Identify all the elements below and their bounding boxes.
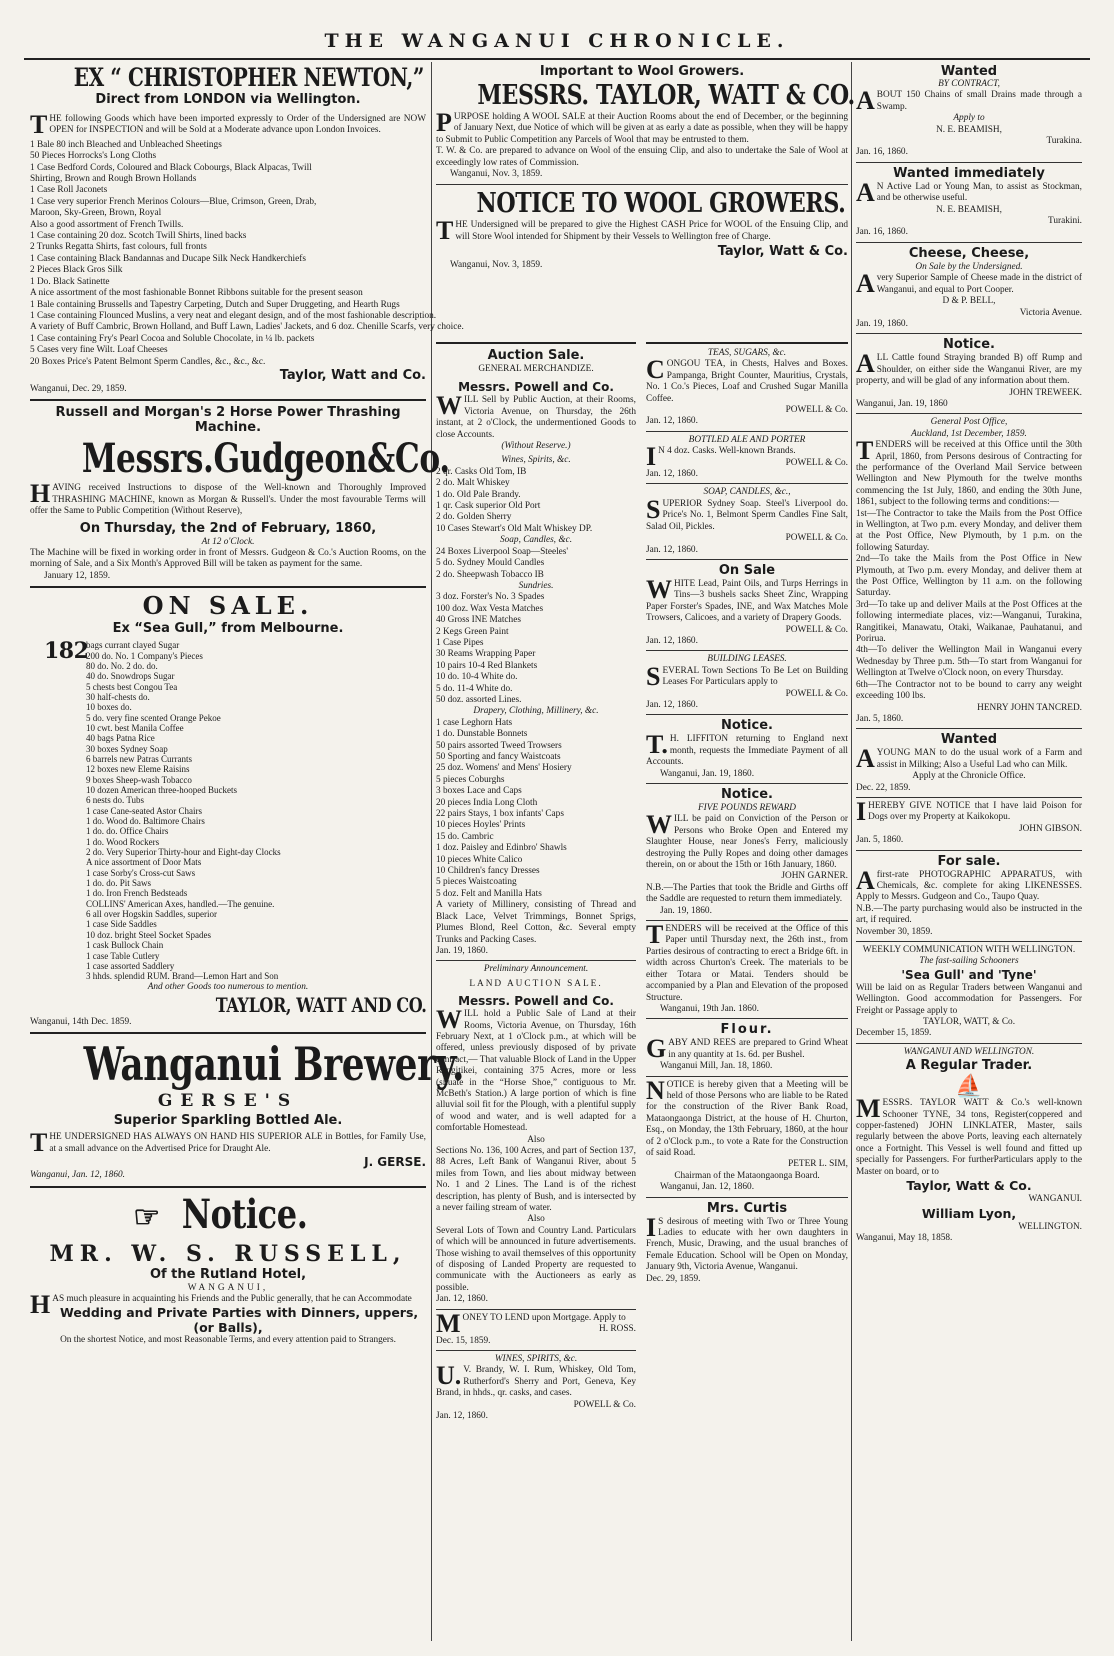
column-2-right	[646, 342, 848, 1642]
post-office-term: 2nd—To take the Mails from the Post Office in New Plymouth, at Two p.m. every Monday, and deliver them at the Post Office, Wellington by 11 a.m. on the following Saturday.	[856, 554, 1082, 599]
land-date: Jan. 12, 1860.	[436, 1294, 488, 1305]
sailing-ship-icon: ⛵	[955, 1073, 983, 1099]
onsale-item: 40 do. Snowdrops Sugar	[86, 671, 175, 682]
cheese-date: Jan. 19, 1860.	[856, 318, 908, 329]
onsale-item: 1 do. Wood do. Baltimore Chairs	[86, 816, 205, 827]
gudgeon-title: Messrs.Gudgeon&Co.	[81, 435, 450, 483]
cheese-place: Victoria Avenue.	[1019, 307, 1082, 318]
onsale-item: 1 do. do. Pit Saws	[86, 878, 152, 889]
meeting-body: NOTICE is hereby given that a Meeting will be held of those Persons who are liable to be Rated for the construction of the River Bank Road, Mataongaonga District, at the house of H. Churton, Esq., on Monday, the 13th February, 1860, at the hour of 2 o'Clock p.m., to vote a Rate for the Construction of said Road.	[646, 1075, 848, 1158]
ad-gudgeon-thrashing	[30, 405, 450, 582]
money-signature: H. ROSS.	[599, 1324, 636, 1335]
ad-wanganui-brewery	[30, 1037, 465, 1181]
column-rule-2	[851, 62, 852, 1641]
newton-item: 1 Case containing Black Bandannas and Ducape Silk Neck Handkerchiefs	[30, 253, 306, 264]
post-office-term: 4th—To deliver the Wellington Mail in Wanganui every Wednesday by Three p.m. 5th—To start from Wanganui for Wellington at Twelve o'Clock noon, on every Thursday.	[856, 645, 1082, 679]
w3-apply: Apply at the Chronicle Office.	[912, 771, 1026, 782]
onsale2-signature: POWELL & Co.	[785, 624, 848, 635]
bridge-tenders-date: Wanganui, 19th Jan. 1860.	[660, 1003, 759, 1014]
ale-signature: POWELL & Co.	[785, 457, 848, 468]
trader-place-2: WELLINGTON.	[1018, 1221, 1082, 1232]
teas-date: Jan. 12, 1860.	[646, 416, 698, 427]
onsale2-date: Jan. 12, 1860.	[646, 635, 698, 646]
drapery-item: 5 pieces Coburghs	[436, 774, 505, 785]
drapery-item: 50 Sporting and fancy Waistcoats	[436, 752, 561, 762]
newton-item: 1 Bale 80 inch Bleached and Unbleached Sheetings	[30, 139, 222, 150]
sundry-item: 1 Case Pipes	[436, 637, 484, 648]
newton-subtitle: Direct from LONDON via Wellington.	[95, 92, 361, 107]
gudgeon-sale-time: At 12 o'Clock.	[201, 536, 255, 547]
trader-heading: WANGANUI AND WELLINGTON.	[903, 1046, 1035, 1057]
onsale-more: And other Goods too numerous to mention.	[147, 981, 309, 992]
building-date: Jan. 12, 1860.	[646, 699, 698, 710]
wine-item: 2 qr. Casks Old Tom, IB	[436, 466, 527, 477]
forsale-body: Afirst-rate PHOTOGRAPHIC APPARATUS, with Chemicals, &c. complete for aking LIKENESSES. Apply to Messrs. Gudgeon and Co., Taupo Quay.	[856, 865, 1082, 903]
onsale-item: bags currant clayed Sugar	[86, 640, 180, 651]
wines2-date: Jan. 12, 1860.	[436, 1410, 488, 1421]
onsale-item: 1 do. do. Office Chairs	[86, 826, 169, 837]
wool-title: MESSRS. TAYLOR, WATT & CO.	[477, 80, 855, 111]
newton-signature: Taylor, Watt and Co.	[279, 367, 426, 383]
drapery-list	[436, 718, 636, 901]
notice-wool-title: NOTICE TO WOOL GROWERS.	[476, 188, 846, 220]
notice-title: Notice.	[181, 1190, 308, 1238]
weekly-heading: WEEKLY COMMUNICATION WITH WELLINGTON.	[862, 945, 1076, 955]
powell-body: WILL Sell by Public Auction, at their Rooms, Victoria Avenue, on Thursday, the 26th instant, at 2 o'Clock, the undermentioned Goods to close Accounts.	[436, 391, 636, 440]
bridge-tenders-body: TENDERS will be received at the Office of this Paper until Thursday next, the 26th inst., from Parties desirous of contracting to erect a Bridge 6ft. in width across Churton's Creek. The materials to be either Totara or Matai. Tenders should be accompanied by a Plan and Elevation of the proposed Structure.	[646, 920, 848, 1003]
w1-title: Wanted	[940, 64, 998, 79]
onsale-item: 10 dozen American three-hooped Buckets	[86, 785, 237, 795]
ad-on-sale-sea-gull	[30, 592, 426, 1028]
w1-place: Turakina.	[1046, 136, 1082, 147]
sundries-heading: Sundries.	[518, 580, 554, 591]
onsale-item: 1 case Side Saddles	[86, 919, 157, 930]
newton-title: EX “ CHRISTOPHER NEWTON,”	[73, 63, 425, 92]
brewery-title: Wanganui Brewery.	[83, 1037, 465, 1092]
ad-wool-sale	[436, 64, 855, 180]
onsale-item: COLLINS' American Axes, handled.—The genuine.	[86, 898, 275, 909]
newton-item: Shirting, Brown and Rough Brown Hollands	[30, 174, 197, 185]
curtis-date: Dec. 29, 1859.	[646, 1273, 701, 1284]
reward-heading: FIVE POUNDS REWARD	[698, 803, 796, 813]
teas-signature: POWELL & Co.	[785, 405, 848, 416]
weekly-body: Will be laid on as Regular Traders between Wanganui and Wellington. Good accommodation for Passengers. For Freight or Passage apply to	[856, 982, 1082, 1016]
cattle-notice-date: Wanganui, Jan. 19, 1860	[856, 398, 948, 409]
onsale-number: 182	[44, 638, 89, 665]
ale-body: IN 4 doz. Casks. Well-known Brands.	[646, 442, 796, 472]
weekly-title: 'Sea Gull' and 'Tyne'	[901, 967, 1037, 982]
gerse-date: Wanganui, Jan. 12, 1860.	[30, 1170, 125, 1181]
newton-item: 1 Case Roll Jaconets	[30, 185, 108, 196]
onsale-item: 10 doz. bright Steel Socket Spades	[86, 929, 211, 940]
wines-heading: Wines, Spirits, &c.	[501, 455, 571, 466]
sundry-item: 100 doz. Wax Vesta Matches	[436, 603, 544, 614]
w2-place: Turakini.	[1047, 216, 1082, 227]
w2-body: AN Active Lad or Young Man, to assist as Stockman, and be otherwise useful.	[856, 177, 1082, 207]
powell-date: Jan. 19, 1860.	[436, 945, 488, 956]
wines2-heading: WINES, SPIRITS, &c.	[494, 1353, 578, 1364]
trader-date: Wanganui, May 18, 1858.	[856, 1232, 953, 1243]
cattle-notice-signature: JOHN TREWEEK.	[1009, 387, 1082, 398]
liffiton-notice-title: Notice.	[721, 718, 773, 734]
land-body-3: Several Lots of Town and Country Land. Particulars of which will be announced in future advertisements. Those wishing to avail themselves of this opportunity of disposing of Landed Property are requested to communicate with the Auctioneers as early as possible.	[436, 1225, 636, 1293]
liffiton-date: Wanganui, Jan. 19, 1860.	[660, 768, 755, 779]
onsale-subtitle: Ex “Sea Gull,” from Melbourne.	[112, 621, 344, 637]
onsale-item: 80 do. No. 2 do. do.	[86, 660, 158, 671]
auction-title: Auction Sale.	[487, 348, 585, 363]
w3-title: Wanted	[940, 732, 998, 748]
soap2-heading: SOAP, CANDLES, &c.,	[703, 487, 791, 498]
gerse-name: GERSE'S	[157, 1091, 299, 1112]
land-body-2: Sections No. 136, 100 Acres, and part of Section 137, 88 Acres, Left Bank of Wanganui River, about 5 miles from Town, and lies about midway between No. 1 and 2 Lines. The Land is of the richest description, has plenty of Bush, and is intersected by a never failing stream of water.	[436, 1146, 636, 1214]
onsale-item: 10 boxes do.	[86, 702, 132, 713]
drapery-item: 3 boxes Lace and Caps	[436, 786, 522, 797]
building-body: SEVERAL Town Sections To Be Let on Building Leases For Particulars apply to	[646, 661, 848, 691]
land-heading: LAND AUCTION SALE.	[469, 978, 603, 989]
drapery-heading: Drapery, Clothing, Millinery, &c.	[473, 706, 599, 717]
newton-item: 20 Boxes Price's Patent Belmont Sperm Candles, &c., &c., &c.	[30, 356, 266, 367]
drapery-item: 1 do. Dunstable Bonnets	[436, 729, 528, 740]
soap2-date: Jan. 12, 1860.	[646, 544, 698, 555]
drapery-item: 10 Children's fancy Dresses	[436, 866, 540, 877]
onsale-item: 12 boxes new Eleme Raisins	[86, 764, 190, 775]
soap-item: 2 do. Sheepwash Tobacco IB	[436, 569, 544, 580]
w3-date: Dec. 22, 1859.	[856, 782, 911, 793]
onsale2-title: On Sale	[718, 562, 776, 578]
cattle-notice-body: ALL Cattle found Straying branded B) off Rump and Shoulder, on either side the Wanganui River, are my property, and will be glad of any information about them.	[856, 349, 1082, 387]
gibson-body: IHEREBY GIVE NOTICE that I have laid Poison for Dogs over my Property at Kaikokopu.	[856, 796, 1082, 826]
wool-date: Wanganui, Nov. 3, 1859.	[450, 169, 543, 180]
money-body: MONEY TO LEND upon Mortgage. Apply to	[436, 1308, 626, 1338]
thrashing-title: Russell and Morgan's 2 Horse Power Thrashing Machine.	[55, 405, 401, 436]
w1-apply: Apply to	[953, 113, 985, 124]
onsale-item: 6 barrels new Patras Currants	[86, 753, 192, 764]
drapery-item: 10 pieces White Calico	[436, 854, 523, 865]
w2-signature: N. E. BEAMISH,	[936, 204, 1002, 215]
w2-title: Wanted immediately	[893, 165, 1045, 181]
newton-item: 5 Cases very fine Wilt. Loaf Cheeses	[30, 345, 168, 356]
onsale-item: 200 do. No. 1 Company's Pieces	[86, 650, 203, 661]
newton-item: A variety of Buff Cambric, Brown Holland, and Buff Lawn, Ladies' Jackets, and 6 doz. Chenille Scarfs, very choice.	[30, 322, 464, 333]
post-office-body: TENDERS will be received at this Office until the 30th April, 1860, from Persons desirous of Contracting for the performance of the Overland Mail Service between Wellington and New Plymouth for the twelve months commencing the 1st July, 1860, and ending the 30th June, 1861, subject to the following terms and conditions:—	[856, 436, 1082, 508]
onsale-title: ON SALE.	[142, 591, 314, 621]
wool-body: PURPOSE holding A WOOL SALE at their Auction Rooms about the end of December, or the beginning of January Next, due Notice of which will be given at as early a date as possible, when they will be happy to Submit to Public Competition any Parcels of Wool that may be entrusted to them.	[436, 108, 848, 145]
onsale-item: 10 cwt. best Manila Coffee	[86, 722, 184, 733]
teas-body: CONGOU TEA, in Chests, Halves and Boxes. Pampanga, Bright Counter, Mauritius, Crystals, No. 1 Co.'s Pieces, Loaf and Crushed Sugar Manilla Coffee.	[646, 355, 848, 404]
liffiton-body: T.H. LIFFITON returning to England next month, requests the Immediate Payment of all Accounts.	[646, 730, 848, 768]
wool-heading: Important to Wool Growers.	[539, 64, 745, 79]
newton-item: 1 Case containing Flounced Muslins, a very neat and elegant design, and of the most fashionable description.	[30, 310, 437, 321]
wine-item: 2 do. Malt Whiskey	[436, 478, 510, 489]
ale-heading: BOTTLED ALE AND PORTER	[688, 434, 806, 445]
reward-date: Jan. 19, 1860.	[660, 905, 712, 916]
land-title: Messrs. Powell and Co.	[458, 994, 614, 1009]
post-office-term: 1st—The Contractor to take the Mails from the Post Office in Wellington, at Two p.m. every Monday, and deliver them at the Post Office, New Plymouth, by 1 p.m. on the following Saturday.	[856, 508, 1082, 553]
reward-body: WILL be paid on Conviction of the Person or Persons who Broke Open and Entered my Slaughter House, near Jones's Ferry, maliciously destroying the Pully Ropes and doing other damages therein, on or about the 15th or 16th January, 1860.	[646, 810, 848, 871]
building-heading: BUILDING LEASES.	[707, 654, 787, 665]
newton-item: 1 Bale containing Brussells and Tapestry Carpeting, Dutch and Super Druggeting, and Hearth Rugs	[30, 299, 400, 310]
post-office-term: 3rd—To take up and deliver Mails at the Post Offices at the following intermediate places, viz:—Wanganui, Turakina, Rangitikei, Manawatu, Otaki, Waikanae, Pauhatanui, and Porirua.	[856, 599, 1082, 645]
onsale-item: 1 case Table Cutlery	[86, 950, 160, 961]
forsale-title: For sale.	[937, 853, 1001, 869]
column-2	[436, 64, 855, 1644]
soap-item: 24 Boxes Liverpool Soap—Steeles'	[436, 546, 569, 557]
sundry-item: 30 Reams Wrapping Paper	[436, 649, 536, 660]
newton-item-list	[30, 139, 464, 368]
sundry-item: 10 pairs 10-4 Red Blankets	[436, 660, 538, 671]
wine-item: 10 Cases Stewart's Old Malt Whiskey DP.	[436, 523, 593, 534]
newton-item: 1 Do. Black Satinette	[30, 276, 110, 287]
onsale-item: 40 bags Patna Rice	[86, 733, 155, 744]
wool-body-2: T. W. & Co. are prepared to advance on Wool of the ensuing Clip, and also to undertake the Sale of Wool at exceedingly low rates of Commission.	[436, 146, 848, 168]
flour-title: Flour.	[720, 1022, 774, 1038]
gerse-signature: J. GERSE.	[364, 1155, 426, 1170]
newton-item: 2 Pieces Black Gros Silk	[30, 265, 123, 276]
drapery-item: 50 pairs assorted Tweed Trowsers	[436, 740, 562, 751]
onsale-item: 1 case Cane-seated Astor Chairs	[86, 805, 202, 816]
onsale-item: 1 case Sorby's Cross-cut Saws	[86, 867, 196, 878]
gibson-date: Jan. 5, 1860.	[856, 835, 904, 846]
newton-item: 50 Pieces Horrocks's Long Cloths	[30, 151, 157, 162]
wines2-signature: POWELL & Co.	[573, 1399, 636, 1410]
land-also-2: Also	[527, 1214, 545, 1225]
soap-heading: Soap, Candles, &c.	[499, 535, 573, 546]
onsale-item: 1 do. Wood Rockers	[86, 836, 160, 847]
reward-nb: N.B.—The Parties that took the Bridle and Girths off the Saddle are requested to return them immediately.	[646, 882, 848, 905]
drapery-item: 1 case Leghorn Hats	[436, 717, 513, 728]
powell-reserve: (Without Reserve.)	[501, 441, 571, 452]
onsale-signature: TAYLOR, WATT AND CO.	[215, 992, 426, 1017]
pointing-hand-icon: ☞	[133, 1199, 160, 1235]
flour-body: GABY AND REES are prepared to Grind Wheat in any quantity at 1s. 6d. per Bushel.	[646, 1034, 848, 1064]
newton-item: Maroon, Sky-Green, Brown, Royal	[30, 208, 162, 219]
post-office-term: 6th—The Contractor not to be bound to carry any weight exceeding 100 lbs.	[856, 679, 1082, 702]
onsale-item: 5 chests best Congou Tea	[86, 681, 178, 692]
onsale-item: 2 do. Very Superior Thirty-hour and Eight-day Clocks	[86, 847, 281, 858]
newton-item: 1 Case very superior French Merinos Colours—Blue, Crimson, Green, Drab,	[30, 196, 317, 207]
money-date: Dec. 15, 1859.	[436, 1335, 491, 1346]
powell-title: Messrs. Powell and Co.	[458, 380, 614, 395]
sundry-item: 5 do. 11-4 White do.	[436, 683, 513, 694]
russell-body: HAS much pleasure in acquainting his Friends and the Public generally, that he can Accommodate	[30, 1289, 412, 1319]
sundry-item: 2 Kegs Green Paint	[436, 626, 509, 637]
gibson-signature: JOHN GIBSON.	[1018, 823, 1082, 834]
reward-notice-title: Notice.	[721, 787, 773, 802]
ad-christopher-newton	[30, 63, 464, 395]
building-signature: POWELL & Co.	[785, 688, 848, 699]
soap-item: 5 do. Sydney Mould Candles	[436, 558, 545, 569]
newton-item: A nice assortment of the most fashionable Bonnet Ribbons suitable for the present season	[30, 288, 363, 299]
onsale-item: 30 boxes Sydney Soap	[86, 743, 168, 754]
notice-wool-date: Wanganui, Nov. 3, 1859.	[450, 260, 543, 271]
onsale-item: 6 nests do. Tubs	[86, 795, 145, 806]
prelim-announcement: Preliminary Announcement.	[483, 964, 589, 975]
ale-date: Jan. 12, 1860.	[646, 469, 698, 480]
sundry-item: 10 do. 10-4 White do.	[436, 672, 518, 683]
russell-parties: Wedding and Private Parties with Dinners, uppers, (or Balls),	[60, 1305, 419, 1336]
weekly-subtitle: The fast-sailing Schooners	[919, 956, 1019, 967]
land-also: Also	[527, 1134, 545, 1145]
russell-hotel: Of the Rutland Hotel,	[149, 1266, 307, 1282]
drapery-item: 25 doz. Womens' and Mens' Hosiery	[436, 763, 572, 774]
w2-date: Jan. 16, 1860.	[856, 227, 908, 238]
meeting-signature-2: Chairman of the Mataongaonga Board.	[674, 1170, 820, 1181]
cattle-notice-title: Notice.	[943, 337, 995, 353]
russell-name: MR. W. S. RUSSELL,	[49, 1240, 407, 1267]
newton-item: 2 Trunks Regatta Shirts, fast colours, full fronts	[30, 242, 207, 253]
wine-item: 1 do. Old Pale Brandy.	[436, 489, 521, 500]
ad-notice-wool-growers	[436, 188, 848, 271]
newton-item: 1 Case Bedford Cords, Coloured and Black Cobourgs, Black Alpacas, Twill	[30, 162, 312, 173]
column-rule-1	[431, 62, 432, 1641]
meeting-signature: PETER L. SIM,	[788, 1159, 848, 1170]
column-2-left	[436, 342, 636, 1642]
drapery-item: 22 pairs Stays, 1 box infants' Caps	[436, 809, 564, 820]
drapery-item: 5 doz. Felt and Manilla Hats	[436, 888, 542, 899]
onsale-item: 9 boxes Sheep-wash Tobacco	[86, 774, 192, 785]
drapery-item: 5 pieces Waistcoating	[436, 877, 517, 888]
trader-title: A Regular Trader.	[905, 1058, 1033, 1074]
drapery-item: 20 pieces India Long Cloth	[436, 797, 538, 808]
meeting-date: Wanganui, Jan. 12, 1860.	[660, 1182, 755, 1193]
w3-body: AYOUNG MAN to do the usual work of a Farm and assist in Milking; Also a Useful Lad who can Milk.	[856, 744, 1082, 774]
gudgeon-dated: January 12, 1859.	[44, 570, 111, 581]
trader-signature-2: William Lyon,	[921, 1205, 1017, 1221]
sundry-item: 40 Gross INE Matches	[436, 615, 521, 626]
flour-date: Wanganui Mill, Jan. 18, 1860.	[660, 1061, 773, 1072]
soap2-signature: POWELL & Co.	[785, 533, 848, 544]
sundry-item: 50 doz. assorted Lines.	[436, 694, 522, 705]
notice-wool-signature: Taylor, Watt & Co.	[717, 244, 848, 260]
reward-signature: JOHN GARNER.	[781, 871, 848, 882]
post-office-signature: HENRY JOHN TANCRED.	[977, 702, 1082, 713]
cheese-subtitle: On Sale by the Undersigned.	[915, 261, 1023, 272]
curtis-body: IS desirous of meeting with Two or Three Young Ladies to educate with her own daughters in French, Music, Drawing, and the usual branches of Female Education. School will be Open on Monday, January 9th, Victoria Avenue, Wanganui.	[646, 1212, 848, 1273]
curtis-title: Mrs. Curtis	[706, 1200, 788, 1216]
onsale-item: 6 all over Hogskin Saddles, superior	[86, 909, 217, 920]
w1-signature: N. E. BEAMISH,	[936, 124, 1002, 135]
cheese-title: Cheese, Cheese,	[908, 245, 1030, 261]
auction-subtitle: GENERAL MERCHANDIZE.	[478, 364, 594, 374]
drapery-item: 15 do. Cambric	[436, 831, 494, 842]
masthead-rule	[24, 58, 1090, 60]
forsale-date: November 30, 1859.	[856, 926, 933, 937]
trader-body: MESSRS. TAYLOR WATT & Co.'s well-known Schooner TYNE, 34 tons, Register(coppered and copper-fastened) JOHN LINKLATER, Master, sails regularly between the above Ports, leaving each alternately once a Fortnight. This Vessel is well found and fitted up specially for Passengers. For furtherParticulars apply to the Master on board, or to	[856, 1094, 1082, 1177]
gudgeon-body-2: The Machine will be fixed in working order in front of Messrs. Gudgeon & Co.'s Auction Rooms, on the morning of Sale, and a Six Month's Approved Bill will be taken as payment for the same.	[30, 547, 426, 570]
post-office-heading: General Post Office,	[930, 417, 1008, 428]
wine-item: 2 do. Golden Sherry	[436, 512, 512, 523]
trader-place: WANGANUI.	[1028, 1194, 1082, 1205]
onsale-item-list	[30, 640, 426, 981]
gudgeon-sale-date: On Thursday, the 2nd of February, 1860,	[79, 520, 377, 536]
gudgeon-body: HAVING received Instructions to dispose of the Well-known and Thoroughly Improved THRASHING MACHINE, known as Morgan & Russell's. Under the most favourable Terms will offer the Same to Public Competition (Without Reserve),	[30, 479, 426, 517]
onsale-item: 3 hhds. splendid RUM. Brand—Lemon Hart and Son	[86, 971, 279, 982]
onsale-item: 1 case assorted Saddlery	[86, 960, 175, 971]
newton-date: Wanganui, Dec. 29, 1859.	[30, 383, 127, 394]
gerse-subtitle: Superior Sparkling Bottled Ale.	[113, 1113, 343, 1129]
newton-item: Also a good assortment of French Twills.	[30, 219, 184, 230]
onsale-date: Wanganui, 14th Dec. 1859.	[30, 1016, 132, 1027]
soap-list	[436, 547, 636, 581]
wines-list	[436, 467, 636, 535]
wine-item: 1 qr. Cask superior Old Port	[436, 501, 541, 512]
forsale-nb: N.B.—The party purchasing would also be instructed in the art, if required.	[856, 903, 1082, 926]
weekly-date: December 15, 1859.	[856, 1028, 932, 1039]
w1-body: ABOUT 150 Chains of small Drains made through a Swamp.	[856, 86, 1082, 116]
ad-rutland-hotel	[30, 1192, 426, 1347]
russell-town: WANGANUI,	[187, 1282, 269, 1293]
onsale-item: 1 do. Iron French Bedsteads	[86, 888, 188, 899]
drapery-tail: A variety of Millinery, consisting of Thread and Black Lace, Velvet Trimmings, Bonnet Sprigs, Plumes Blond, Reel Cotton, &c. Several empty Trunks and Packing Cases.	[436, 900, 636, 945]
newton-intro: THE following Goods which have been imported expressly to Order of the Undersigned are NOW OPEN for INSPECTION and will be Sold at a Moderate advance upon London Invoices.	[30, 110, 426, 139]
post-office-date: Jan. 5, 1860.	[856, 713, 904, 724]
cheese-body: Avery Superior Sample of Cheese made in the district of Wanganui, and equal to Port Cooper.	[856, 269, 1082, 299]
teas-heading: TEAS, SUGARS, &c.	[707, 348, 787, 358]
trader-signature: Taylor, Watt & Co.	[906, 1178, 1032, 1194]
post-office-terms	[856, 509, 1082, 703]
onsale-item: 30 half-chests do.	[86, 691, 150, 702]
notice-wool-body: THE Undersigned will be prepared to give the Highest CASH Price for WOOL of the Ensuing Clip, and will Store Wool intended for Shipment by their Vessels to Wellington free of Charge.	[436, 216, 848, 246]
onsale-item: A nice assortment of Door Mats	[86, 857, 202, 868]
newton-item: 1 Case containing 20 doz. Scotch Twill Shirts, lined backs	[30, 231, 247, 242]
masthead-title: THE WANGANUI CHRONICLE.	[324, 30, 790, 52]
sundries-list	[436, 592, 636, 706]
post-office-heading-2: Auckland, 1st December, 1859.	[911, 428, 1027, 439]
w1-subtitle: BY CONTRACT,	[938, 79, 1000, 89]
wines2-body: U.V. Brandy, W. I. Rum, Whiskey, Old Tom, Rutherford's Sherry and Port, Geneva, Key Brand, in hhds., qr. casks, and cases.	[436, 1361, 636, 1399]
sundry-item: 3 doz. Forster's No. 3 Spades	[436, 592, 545, 603]
onsale-item: 5 do. very fine scented Orange Pekoe	[86, 712, 221, 723]
cheese-signature: D & P. BELL,	[942, 296, 996, 307]
onsale-item: 1 cask Bullock Chain	[86, 940, 164, 951]
onsale2-body: WHITE Lead, Paint Oils, and Turps Herrings in Tins—3 bushels sacks Sheet Zinc, Wrapping Paper Forster's Spades, INE, and Wax Matches Mole Trowsers, Calicoes, and a variety of Drapery Goods.	[646, 574, 848, 624]
russell-footer: On the shortest Notice, and most Reasonable Terms, and every attention paid to Strangers.	[60, 1335, 396, 1346]
land-body: WILL hold a Public Sale of Land at their Rooms, Victoria Avenue, on Thursday, 16th February Next, at 1 o'Clock p.m., at which will be offered, unless previously disposed of by private contract,— That valuable Block of Land in the Upper Rangitikei, containing 375 Acres, more or less (situate in the “Horse Shoe,” contiguous to Mr. McBeth's Station.) A large portion of which is fine alluvial soil fit for the Plough, with a plentiful supply of wood and water, and is well adapted for a comfortable Homestead.	[436, 1005, 636, 1134]
weekly-signature: TAYLOR, WATT, & Co.	[922, 1017, 1016, 1028]
gerse-body: THE UNDERSIGNED HAS ALWAYS ON HAND HIS SUPERIOR ALE in Bottles, for Family Use, at a small advance on the Advertised Price for Draught Ale.	[30, 1128, 426, 1158]
drapery-item: 1 doz. Paisley and Edinbro' Shawls	[436, 843, 567, 854]
newton-item: 1 Case containing Fry's Pearl Cocoa and Soluble Chocolate, in ¼ lb. packets	[30, 333, 315, 344]
w1-date: Jan. 16, 1860.	[856, 147, 908, 158]
column-3	[856, 64, 1082, 1644]
drapery-item: 10 pieces Hoyles' Prints	[436, 820, 526, 831]
soap2-body: SUPERIOR Sydney Soap. Steel's Liverpool do. Price's No. 1, Belmont Sperm Candles Fine Salt, Salad Oil, Pickles.	[646, 494, 848, 532]
